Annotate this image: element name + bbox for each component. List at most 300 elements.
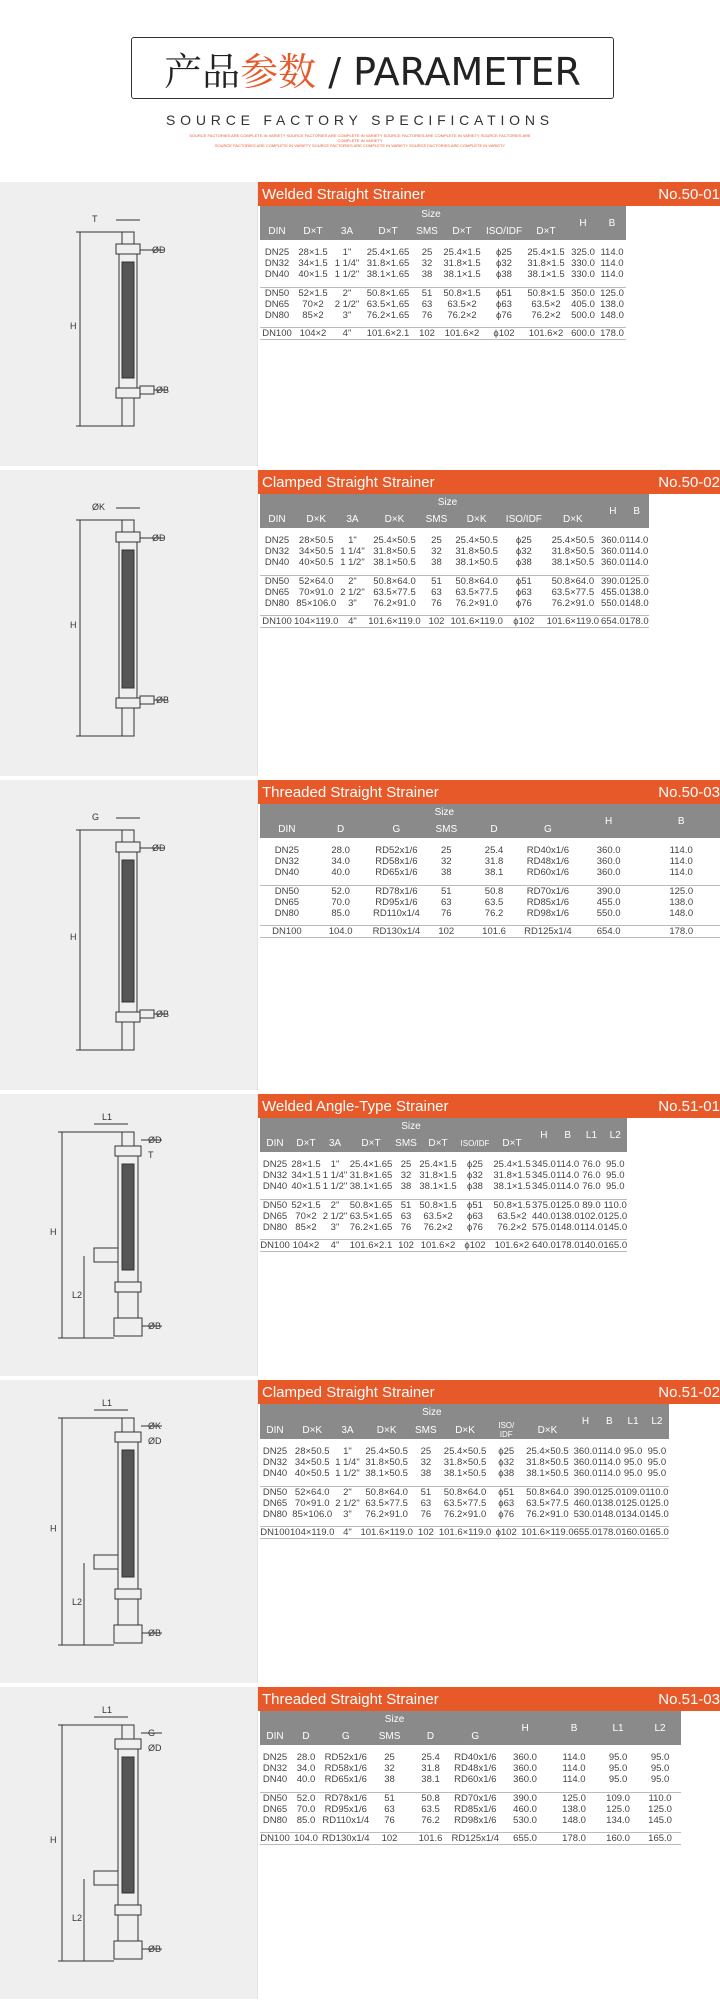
table-cell: 148.0 — [555, 1221, 580, 1233]
table-cell: 25.4×50.5 — [455, 535, 498, 546]
outlet-pipe — [118, 1292, 138, 1318]
section-code: No.51-01 — [658, 1097, 720, 1115]
table-cell: ϕ32 — [496, 258, 512, 269]
section-header — [258, 1380, 720, 1404]
table-cell: 101.6×2 — [418, 1240, 458, 1252]
table-cell: 101.6×2.1 — [349, 1240, 393, 1251]
outlet-pipe — [118, 1915, 138, 1941]
table-cell: 125.0 — [551, 1792, 597, 1804]
table-cell: 104×2 — [294, 328, 332, 340]
table-cell: 34.0 — [296, 1763, 316, 1774]
table-cell: 38.1 — [421, 1774, 440, 1785]
table-cell: 460.0 — [573, 1497, 598, 1509]
dim-label-d: T — [148, 1150, 154, 1160]
spec-table — [260, 1118, 627, 1252]
table-cell: RD65x1/6 — [375, 867, 418, 878]
table-cell: 76.0 — [582, 1170, 601, 1181]
table-cell: 28×1.5 — [291, 1159, 321, 1170]
table-cell: 455.0 — [600, 586, 625, 598]
table-cell: 455.0 — [596, 896, 621, 908]
table-cell: 38 — [384, 1774, 395, 1785]
table-row — [260, 897, 720, 908]
table-cell: 40×50.5 — [298, 557, 334, 568]
table-cell: 85.0 — [296, 1814, 316, 1826]
section-title: Threaded Straight Strainer — [262, 783, 439, 801]
table-cell: 40×1.5 — [291, 1181, 321, 1192]
table-cell: 25.4×50.5 — [443, 1446, 487, 1457]
table-row — [260, 1170, 627, 1181]
dim-label-l1: L1 — [102, 1398, 113, 1408]
drawing-panel — [0, 1687, 258, 1999]
header-cell: 3A — [338, 511, 366, 528]
table-cell: 165.0 — [644, 1527, 669, 1538]
table-cell: 38.1 — [484, 867, 504, 878]
table-cell: 34×50.5 — [298, 546, 334, 557]
table-cell: DN32 — [262, 1457, 288, 1468]
table-cell: 360.0 — [600, 535, 625, 546]
table-cell: 51 — [394, 1199, 418, 1211]
header-size: Size — [290, 1118, 532, 1135]
table-cell: 76.2×2 — [531, 309, 561, 321]
table-row — [260, 587, 649, 598]
table-cell: 360.0 — [596, 856, 621, 867]
table-cell: RD60x1/6 — [454, 1774, 497, 1785]
table-cell: 76.2×91.0 — [443, 1508, 487, 1520]
table-cell: 114.0 — [625, 557, 649, 568]
fine-print — [180, 133, 540, 148]
table-cell: 148.0 — [624, 597, 649, 609]
table-cell: 160.0 — [621, 1527, 645, 1538]
table-cell: ϕ25 — [498, 1446, 515, 1457]
dim-label-b: ØD — [152, 245, 166, 255]
table-cell: 110.0 — [603, 1199, 627, 1211]
table-cell: 50.8×64.0 — [545, 575, 601, 587]
header-cell: SMS — [394, 1135, 418, 1152]
table-row — [260, 310, 626, 321]
header-blank — [260, 206, 294, 223]
table-cell: 25 — [400, 1159, 412, 1170]
title-cn-part2: 参数 — [240, 49, 317, 94]
dim-label-b: ØD — [152, 533, 166, 543]
table-cell: 145.0 — [603, 1221, 628, 1233]
table-row — [260, 535, 649, 546]
header-cell: DIN — [260, 1421, 290, 1439]
outlet-pipe — [122, 1022, 134, 1050]
inlet-pipe — [122, 1132, 134, 1146]
table-cell: 70×91.0 — [294, 1497, 330, 1509]
header-cell: DIN — [260, 1728, 290, 1745]
table-cell: RD70x1/6 — [521, 885, 575, 897]
table-cell: 31.8 — [484, 856, 504, 867]
table-cell: ϕ25 — [496, 247, 512, 258]
table-cell: 63.5×1.65 — [366, 298, 410, 310]
table-cell: RD130x1/4 — [322, 1833, 370, 1844]
table-row — [260, 1815, 681, 1826]
table-cell: 25.4×1.5 — [493, 1159, 531, 1170]
table-cell: 25.4×1.65 — [366, 247, 410, 258]
table-cell: 178.0 — [597, 1527, 622, 1538]
bottom-cap — [115, 1589, 141, 1599]
table-cell: RD70x1/6 — [452, 1792, 500, 1804]
header-cell: D×K — [360, 1421, 412, 1439]
table-cell: 102 — [370, 1833, 410, 1845]
table-cell: 575.0 — [532, 1221, 556, 1233]
table-cell: DN40 — [262, 1468, 288, 1479]
table-cell: 114.0 — [669, 867, 693, 878]
table-cell: 70×2 — [295, 1210, 317, 1222]
header-row-size — [260, 1118, 627, 1135]
product-section — [0, 1687, 720, 1999]
table-cell: 76.0 — [582, 1181, 601, 1192]
section-code: No.50-03 — [658, 783, 720, 801]
table-cell: 4" — [322, 1240, 348, 1252]
table-cell: ϕ51 — [503, 575, 545, 587]
table-cell: 95.0 — [623, 1446, 643, 1457]
table-row — [260, 598, 649, 609]
top-cap — [116, 244, 140, 254]
table-cell: 38 — [431, 557, 442, 568]
product-section — [0, 470, 720, 776]
table-cell: 25 — [384, 1752, 395, 1763]
table-cell: 51 — [425, 885, 467, 897]
spec-table — [260, 1404, 669, 1539]
table-cell: 114.0 — [556, 1159, 580, 1170]
table-cell: DN100 — [260, 1833, 290, 1844]
table-cell: 38.1×1.5 — [493, 1181, 531, 1192]
table-cell: 2" — [334, 1486, 360, 1498]
table-cell: 360.0 — [596, 845, 621, 856]
table-cell: DN25 — [264, 247, 290, 258]
table-cell: 360.0 — [596, 867, 621, 878]
title-cn-part1: 产品 — [164, 49, 241, 94]
table-row — [260, 287, 626, 299]
table-cell: RD98x1/6 — [454, 1814, 497, 1826]
table-cell: DN40 — [262, 1774, 288, 1785]
table-cell: RD40x1/6 — [454, 1752, 497, 1763]
dim-label-d: ØD — [148, 1743, 162, 1753]
table-cell: 63 — [384, 1803, 395, 1815]
table-cell: DN50 — [260, 575, 294, 587]
technical-drawing — [0, 780, 258, 1090]
table-cell: RD48x1/6 — [526, 856, 569, 867]
table-cell: DN50 — [260, 1486, 290, 1498]
header-cell: 3A — [322, 1135, 348, 1152]
table-cell: 50.8×1.65 — [362, 287, 414, 299]
header-cell: D×K — [521, 1421, 573, 1439]
table-cell: 110.0 — [639, 1792, 681, 1804]
page-title-box — [131, 37, 614, 99]
table-cell: 76.2×91.0 — [526, 1508, 569, 1520]
table-cell: 114.0 — [556, 1181, 580, 1192]
table-cell: 63.5×77.5 — [365, 1497, 408, 1509]
table-cell: 1 1/2" — [334, 269, 360, 280]
section-code: No.51-02 — [658, 1383, 720, 1401]
table-cell: ϕ38 — [496, 269, 512, 280]
table-cell: 40×50.5 — [294, 1468, 330, 1479]
table-cell: 125.0 — [597, 1486, 622, 1498]
technical-drawing — [0, 1094, 258, 1376]
header-blank — [260, 1404, 290, 1421]
table-cell: ϕ102 — [491, 1527, 521, 1539]
table-cell: 102 — [413, 1527, 439, 1539]
table-cell: RD78x1/6 — [322, 1792, 370, 1804]
header-cell: L1 — [597, 1711, 639, 1745]
table-cell: 125.0 — [555, 1199, 580, 1211]
dim-label-l1: L1 — [102, 1705, 113, 1715]
table-row — [260, 1752, 681, 1763]
table-cell: 63.5×2 — [497, 1210, 527, 1222]
table-row — [260, 1181, 627, 1192]
table-cell: 95.0 — [605, 1181, 625, 1192]
table-cell: 25 — [431, 535, 442, 546]
table-cell: 114.0 — [597, 1468, 621, 1479]
side-inlet — [94, 1248, 118, 1262]
table-cell: 165.0 — [639, 1833, 681, 1845]
header-blank — [260, 1711, 290, 1728]
mesh-element — [122, 1164, 134, 1270]
header-cell: D×T — [290, 1135, 322, 1152]
table-cell: 138.0 — [600, 298, 624, 310]
drawing-panel — [0, 470, 258, 776]
product-section — [0, 1380, 720, 1683]
table-cell: 165.0 — [603, 1240, 628, 1251]
table-cell: 114.0 — [600, 258, 624, 269]
table-cell: 125.0 — [644, 1497, 669, 1509]
table-cell: 148.0 — [597, 1508, 622, 1520]
header-row-size — [260, 1711, 681, 1728]
header-cell: D×K — [545, 511, 601, 528]
table-cell: 114.0 — [625, 546, 649, 557]
table-cell: 25.4×50.5 — [365, 1446, 408, 1457]
table-cell: 52.0 — [314, 885, 368, 897]
table-cell: DN50 — [260, 885, 314, 897]
table-cell: DN40 — [264, 269, 290, 280]
table-cell: ϕ25 — [467, 1159, 483, 1170]
header-cell: D×K — [290, 1421, 334, 1439]
bottom-cap — [115, 1282, 141, 1292]
header-cell: DIN — [260, 223, 294, 240]
fine-print-line2: SOURCE FACTORIES ARE COMPLETE IN VARIETY SOURCE FACTORIES ARE COMPLETE IN VARIETY SOURCE FACTORIES ARE COMPLETE IN VARIETY — [214, 143, 506, 148]
table-cell: ϕ63 — [498, 1497, 515, 1509]
table-cell: 1 1/4" — [335, 1457, 360, 1468]
dim-label-h: H — [70, 321, 77, 331]
table-cell: 104×119.0 — [294, 616, 339, 627]
dim-label-b-out: ØB — [156, 1009, 170, 1019]
table-cell: 63 — [420, 1497, 432, 1509]
table-row — [260, 1486, 669, 1498]
table-cell: 25 — [421, 247, 433, 258]
table-cell: 95.0 — [650, 1774, 670, 1785]
dim-label-h: H — [50, 1523, 57, 1534]
table-cell: 52.0 — [290, 1792, 322, 1804]
table-cell: 85×106.0 — [296, 597, 337, 609]
table-cell: 38.1×50.5 — [455, 557, 498, 568]
header-cell: L2 — [639, 1711, 681, 1745]
header-cell: H — [499, 1711, 551, 1745]
header-cell: D×T — [524, 223, 568, 240]
table-cell: 125.0 — [648, 1803, 672, 1815]
table-cell: 63.5×2 — [423, 1210, 453, 1222]
dim-label-h: H — [50, 1227, 57, 1237]
table-cell: 50.8 — [410, 1792, 452, 1804]
dim-label-b-out: ØB — [156, 385, 170, 395]
table-cell: 70×91.0 — [298, 586, 334, 598]
header-cell: D — [290, 1728, 322, 1745]
table-row — [260, 269, 626, 280]
table-cell: 50.8×64.0 — [450, 575, 502, 587]
table-cell: DN40 — [264, 557, 290, 568]
table-cell: RD85x1/6 — [454, 1803, 497, 1815]
table-cell: 50.8×64.0 — [439, 1486, 491, 1498]
section-title: Threaded Straight Strainer — [262, 1690, 439, 1708]
header-cell: G — [521, 821, 575, 838]
table-cell: 114.0 — [669, 845, 693, 856]
table-cell: 50.8×1.5 — [493, 1199, 531, 1211]
table-cell: 50.8×1.65 — [349, 1199, 393, 1211]
table-cell: 101.6×119.0 — [521, 1527, 574, 1538]
header-cell: H — [575, 804, 643, 838]
table-cell: 138.0 — [562, 1803, 586, 1815]
table-cell: 34.0 — [331, 856, 350, 867]
table-cell: 114.0 — [597, 1446, 621, 1457]
table-cell: 85×106.0 — [292, 1508, 333, 1520]
table-cell: 360.0 — [600, 546, 625, 557]
table-cell: DN80 — [262, 1508, 288, 1520]
header-cell: D×K — [450, 511, 502, 528]
table-cell: 3" — [330, 1221, 340, 1233]
table-cell: 76.2×2 — [423, 1221, 453, 1233]
table-cell: ϕ51 — [484, 287, 524, 299]
mesh-element — [122, 1450, 134, 1577]
table-cell: 148.0 — [669, 907, 694, 919]
dim-label-b-out: ØB — [148, 1321, 162, 1331]
section-title: Clamped Straight Strainer — [262, 1383, 435, 1401]
table-cell: 95.0 — [647, 1446, 667, 1457]
table-cell: 654.0 — [600, 616, 625, 627]
table-cell: DN100 — [260, 1240, 290, 1251]
table-cell: 2 1/2" — [322, 1210, 348, 1222]
header-cell: SMS — [370, 1728, 410, 1745]
table-row — [260, 1833, 681, 1845]
dim-label-top: ØD — [148, 1135, 162, 1145]
header-cell: D — [410, 1728, 452, 1745]
table-row — [260, 1222, 627, 1233]
table-cell: 104.0 — [290, 1833, 322, 1845]
table-row — [260, 1468, 669, 1479]
table-cell: 1" — [348, 535, 357, 546]
table-cell: 350.0 — [568, 287, 598, 299]
table-row — [260, 1240, 627, 1252]
table-cell: 148.0 — [562, 1814, 586, 1826]
table-cell: 375.0 — [532, 1199, 556, 1211]
dim-label-l1: L1 — [102, 1112, 113, 1122]
inlet-pipe — [122, 520, 134, 532]
table-cell: 89.0 — [580, 1199, 604, 1211]
section-header — [258, 1687, 720, 1711]
header-cell: D×K — [294, 511, 338, 528]
table-cell: 345.0 — [532, 1170, 556, 1181]
table-cell: 76 — [440, 907, 452, 919]
table-cell: 28×50.5 — [294, 1446, 330, 1457]
side-port — [140, 386, 154, 394]
table-cell: 51 — [422, 575, 450, 587]
table-cell: 114.0 — [562, 1774, 586, 1785]
table-cell: 330.0 — [571, 258, 595, 269]
table-cell: ϕ32 — [467, 1170, 483, 1181]
table-cell: 101.6×119.0 — [546, 616, 600, 627]
header-cell: B — [598, 206, 626, 240]
table-cell: 390.0 — [573, 1486, 598, 1498]
table-cell: 654.0 — [575, 926, 643, 938]
table-cell: DN50 — [260, 287, 294, 299]
table-cell: 31.8×50.5 — [373, 546, 416, 557]
table-cell: RD95x1/6 — [375, 896, 418, 908]
side-port — [140, 696, 154, 704]
spec-table — [260, 1711, 681, 1845]
table-cell: 550.0 — [596, 907, 621, 919]
table-cell: 63.5 — [421, 1803, 440, 1815]
table-cell: 76 — [384, 1814, 395, 1826]
table-cell: 345.0 — [532, 1159, 556, 1170]
table-cell: 31.8×1.5 — [527, 258, 565, 269]
table-cell: 95.0 — [623, 1457, 643, 1468]
table-cell: 178.0 — [551, 1833, 597, 1845]
table-cell: 178.0 — [555, 1240, 580, 1251]
table-cell: 50.8 — [467, 885, 521, 897]
table-cell: 114.0 — [579, 1221, 603, 1233]
table-row — [260, 908, 720, 919]
table-cell: 178.0 — [598, 328, 626, 340]
table-cell: 28×1.5 — [298, 247, 328, 258]
bottom-cap — [116, 698, 140, 708]
table-cell: 38.1×50.5 — [443, 1468, 487, 1479]
table-cell: RD58x1/6 — [375, 856, 418, 867]
table-cell: 114.0 — [625, 535, 649, 546]
table-cell: 325.0 — [571, 247, 595, 258]
table-cell: 52×1.5 — [294, 287, 332, 299]
table-cell: 63.5×77.5 — [373, 586, 416, 598]
table-cell: 76.2×1.65 — [349, 1221, 393, 1233]
table-cell: 530.0 — [573, 1508, 598, 1520]
side-port — [140, 1010, 154, 1018]
table-cell: 138.0 — [555, 1210, 580, 1222]
table-cell: 70.0 — [296, 1803, 316, 1815]
header-cell: L1 — [621, 1404, 645, 1439]
table-cell: 50.8×64.0 — [521, 1486, 573, 1498]
inlet-pipe — [122, 830, 134, 842]
table-cell: 95.0 — [605, 1170, 625, 1181]
table-cell: 63 — [400, 1210, 412, 1222]
table-cell: 63 — [440, 896, 452, 908]
table-cell: 76.0 — [582, 1159, 601, 1170]
table-cell: 102 — [394, 1240, 418, 1252]
spec-table — [260, 804, 720, 938]
table-cell: RD52x1/6 — [375, 845, 418, 856]
table-cell: DN32 — [262, 1763, 288, 1774]
table-cell: 32 — [440, 856, 452, 867]
table-cell: 32 — [421, 258, 433, 269]
table-cell: 2" — [332, 287, 362, 299]
table-cell: 101.6×2 — [440, 328, 484, 340]
header-cell: DIN — [260, 1135, 290, 1152]
table-cell: 1" — [342, 247, 352, 258]
header-cell: B — [597, 1404, 621, 1439]
header-cell: DIN — [260, 821, 314, 838]
table-cell: 32 — [400, 1170, 412, 1181]
table-row — [260, 1792, 681, 1804]
table-cell: 51 — [414, 287, 440, 299]
header-cell: SMS — [422, 511, 450, 528]
